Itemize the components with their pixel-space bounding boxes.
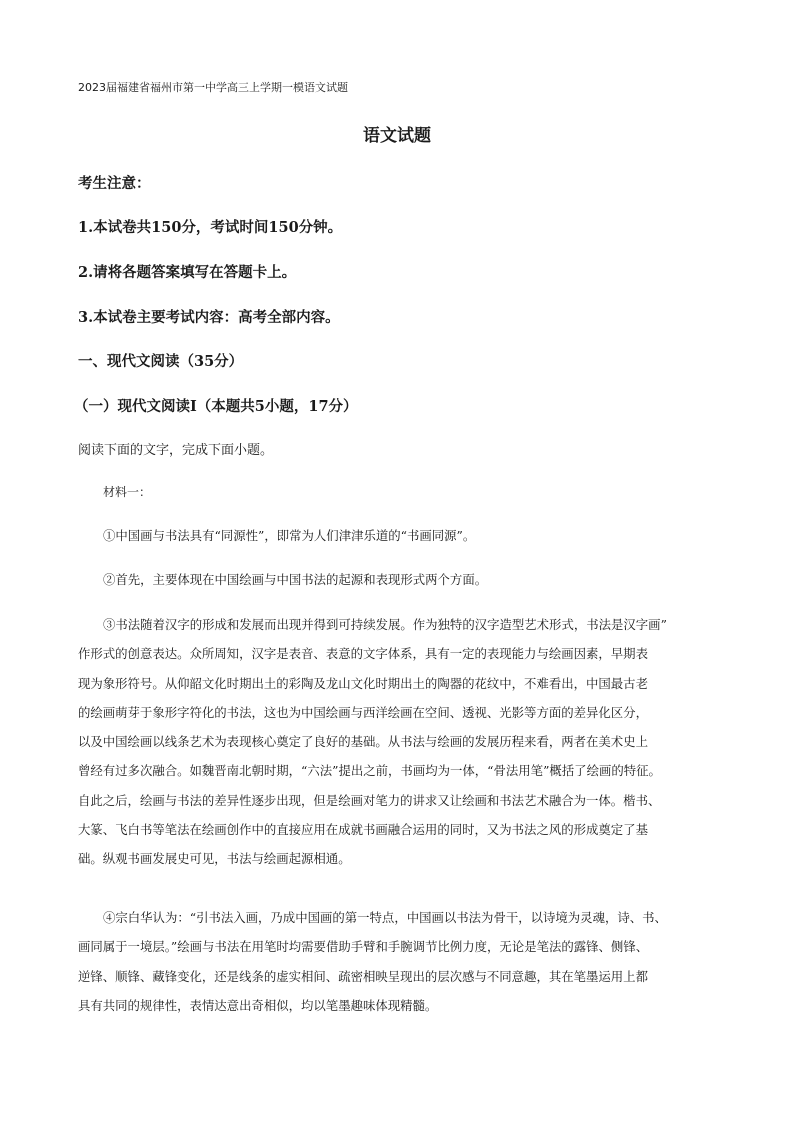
page-title: 语文试题 <box>363 126 431 146</box>
paragraph-line: 的绘画萌芽于象形字符化的书法，这也为中国绘画与西洋绘画在空间、透视、光影等方面的差异化区分， <box>78 704 648 720</box>
instruction-item: 2.请将各题答案填写在答题卡上。 <box>78 264 297 281</box>
instruction-item: 1.本试卷共150分，考试时间150分钟。 <box>78 219 343 236</box>
paragraph-line: 以及中国绘画以线条艺术为表现核心奠定了良好的基础。从书法与绘画的发展历程来看，两者在美术史上 <box>78 734 648 750</box>
instruction-item: 3.本试卷主要考试内容：高考全部内容。 <box>78 309 340 326</box>
paragraph-line: 画同属于一境层。”绘画与书法在用笔时均需要借助手臂和手腕调节比例力度，无论是笔法的露锋、侧锋、 <box>78 939 649 955</box>
paragraph-line: 曾经有过多次融合。如魏晋南北朝时期，“六法”提出之前，书画均为一体，“骨法用笔”概括了绘画的特征。 <box>78 763 661 779</box>
paragraph-line: ①中国画与书法具有“同源性”，即常为人们津津乐道的“书画同源”。 <box>103 528 476 543</box>
paragraph-line: ③书法随着汉字的形成和发展而出现并得到可持续发展。作为独特的汉字造型艺术形式，书法是汉字画” <box>103 617 667 632</box>
paragraph-line: 作形式的创意表达。众所周知，汉字是表音、表意的文字体系，具有一定的表现能力与绘画因素，早期表 <box>78 646 648 662</box>
paragraph-2 <box>78 565 722 594</box>
paragraph-line: 大篆、飞白书等笔法在绘画创作中的直接应用在成就书画融合运用的同时，又为书法之风的形成奠定了基 <box>78 822 648 838</box>
notice-heading: 考生注意： <box>78 175 151 192</box>
exam-header: 2023届福建省福州市第一中学高三上学期一模语文试题 <box>78 81 348 94</box>
section-heading: 一、现代文阅读（35分） <box>78 353 244 370</box>
paragraph-line: 现为象形符号。从仰韶文化时期出土的彩陶及龙山文化时期出土的陶器的花纹中，不难看出，中国最古老 <box>78 675 648 691</box>
paragraph-1 <box>78 521 722 550</box>
material-label: 材料一： <box>103 485 152 499</box>
reading-instruction: 阅读下面的文字，完成下面小题。 <box>78 443 274 458</box>
paragraph-line: 自此之后，绘画与书法的差异性逐步出现，但是绘画对笔力的讲求又让绘画和书法艺术融合为一体。楷书、 <box>78 792 661 808</box>
subsection-heading: （一）现代文阅读Ⅰ（本题共5小题，17分） <box>74 398 358 415</box>
paragraph-line: 具有共同的规律性，表情达意出奇相似，均以笔墨趣味体现精髓。 <box>78 997 438 1013</box>
paragraph-3 <box>78 610 722 874</box>
paragraph-line: ②首先，主要体现在中国绘画与中国书法的起源和表现形式两个方面。 <box>103 572 488 587</box>
paragraph-line: 础。纵观书画发展史可见，书法与绘画起源相通。 <box>78 851 351 867</box>
paragraph-line: ④宗白华认为：“引书法入画，乃成中国画的第一特点，中国画以书法为骨干，以诗境为灵魂，诗、书、 <box>103 910 667 925</box>
paragraph-line: 逆锋、顺锋、藏锋变化，还是线条的虚实相间、疏密相映呈现出的层次感与不同意趣，其在笔墨运用上都 <box>78 968 648 984</box>
paragraph-4 <box>78 903 722 1020</box>
